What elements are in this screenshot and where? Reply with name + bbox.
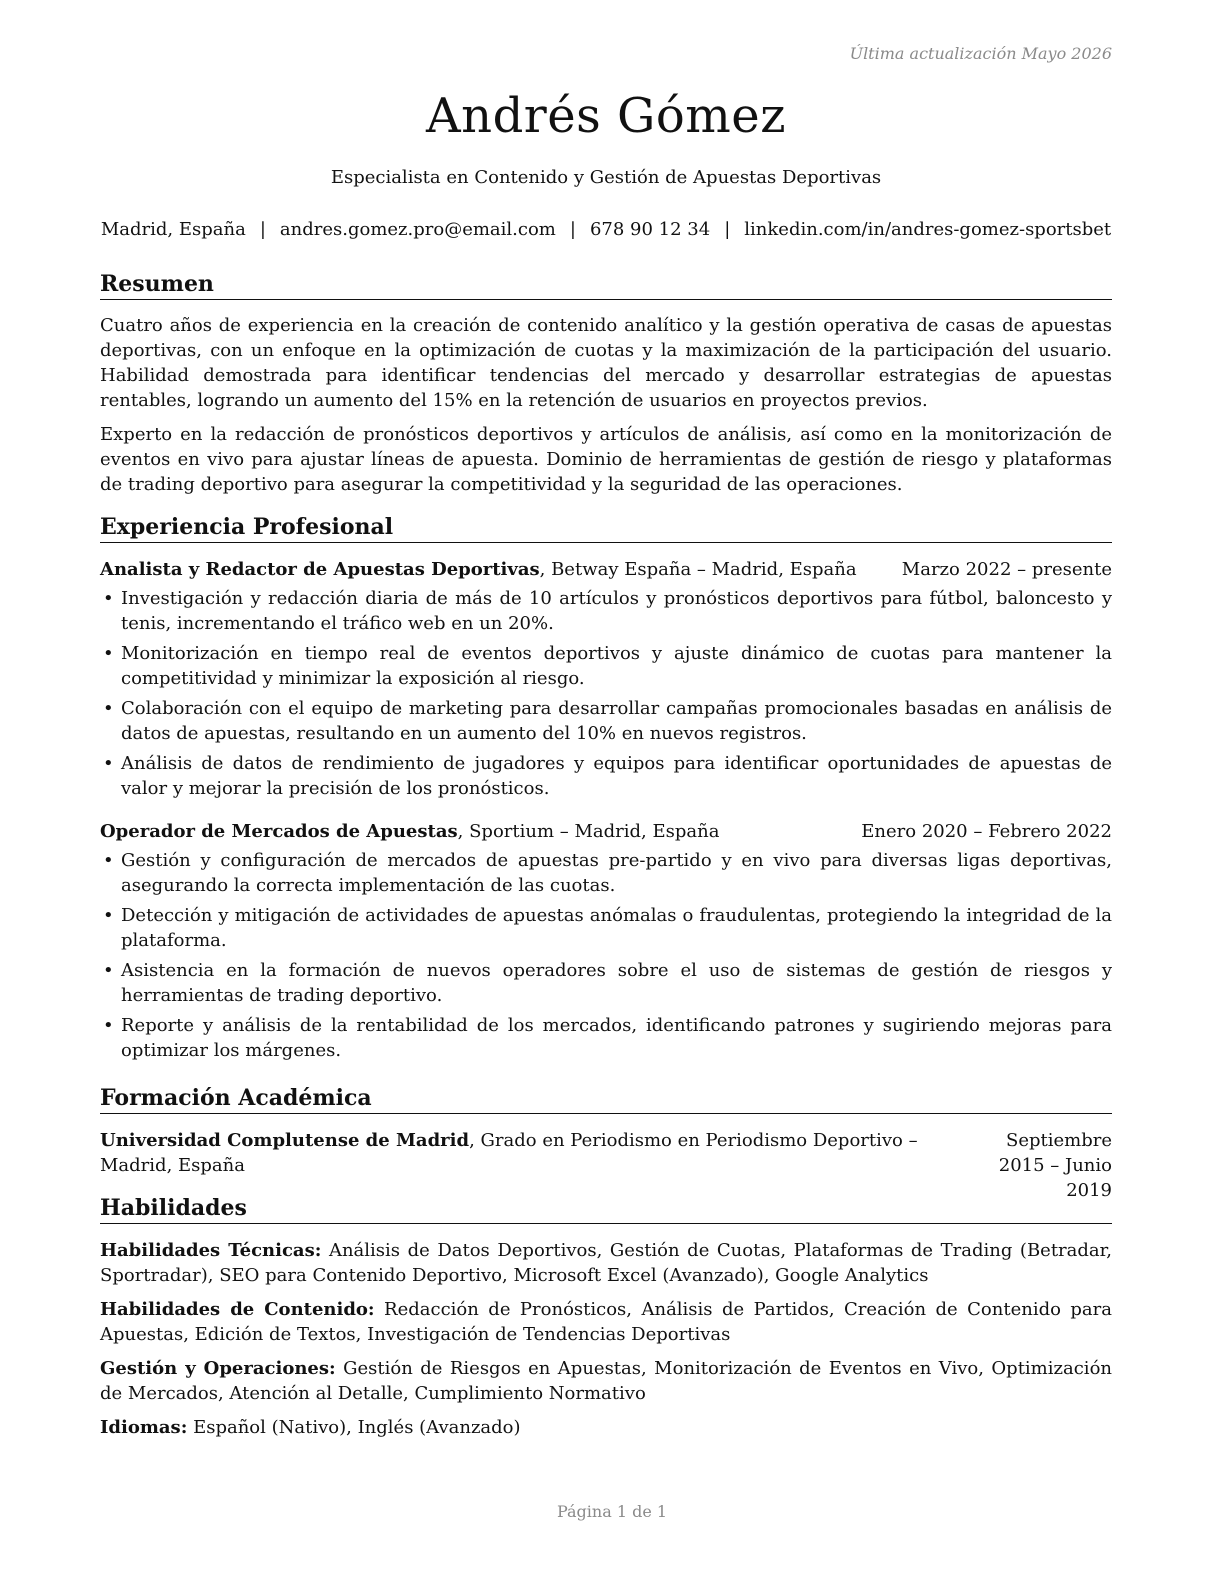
job-role: Operador de Mercados de Apuestas xyxy=(100,821,458,842)
education-degree: , Grado en Periodismo en Periodismo Deportivo – xyxy=(469,1130,918,1151)
candidate-name: Andrés Gómez xyxy=(426,88,786,144)
job-bullet: • Monitorización en tiempo real de eventos deportivos y ajuste dinámico de cuotas para mantener la competitividad y minimizar la exposición al riesgo. xyxy=(100,641,1112,691)
job-role: Analista y Redactor de Apuestas Deportivas xyxy=(100,559,540,580)
summary-paragraph: Cuatro años de experiencia en la creación de contenido analítico y la gestión operativa de casas de apuestas deportivas, con un enfoque en la optimización de cuotas y la maximización de la participación del usuario. Habilidad demostrada para identificar tendencias del mercado y desarrollar estrategias de apuestas rentables, logrando un aumento del 15% en la retención de usuarios en proyectos previos. xyxy=(100,315,1112,411)
education-left xyxy=(100,1128,918,1203)
last-updated: Última actualización Mayo 2026 xyxy=(849,44,1112,63)
job-company: , Betway España – Madrid, España xyxy=(539,559,857,580)
job-bullet: • Colaboración con el equipo de marketing para desarrollar campañas promocionales basadas en análisis de datos de apuestas, resultando en un aumento del 10% en nuevos registros. xyxy=(100,696,1112,746)
job-bullets xyxy=(100,848,1112,1063)
job-header xyxy=(100,557,1112,582)
education-location: Madrid, España xyxy=(100,1155,245,1176)
job-bullet: • Reporte y análisis de la rentabilidad de los mercados, identificando patrones y sugiriendo mejoras para optimizar los márgenes. xyxy=(100,1013,1112,1063)
job-bullet: • Asistencia en la formación de nuevos operadores sobre el uso de sistemas de gestión de riesgos y herramientas de trading deportivo. xyxy=(100,958,1112,1008)
contact-linkedin[interactable]: linkedin.com/in/andres-gomez-sportsbet xyxy=(744,219,1112,240)
summary-paragraph: Experto en la redacción de pronósticos deportivos y artículos de análisis, así como en la monitorización de eventos en vivo para ajustar líneas de apuesta. Dominio de herramientas de gestión de riesgo y plataformas de trading deportivo para asegurar la competitividad y la seguridad de las operaciones. xyxy=(100,424,1112,495)
job-bullet: • Investigación y redacción diaria de más de 10 artículos y pronósticos deportivos para fútbol, baloncesto y tenis, incrementando el tráfico web en un 20%. xyxy=(100,586,1112,636)
education-section xyxy=(100,1085,1112,1203)
skill-text: Español (Nativo), Inglés (Avanzado) xyxy=(187,1417,521,1438)
skill-line xyxy=(100,1356,1112,1406)
section-title-experience: Experiencia Profesional xyxy=(100,514,1112,543)
summary-section xyxy=(100,271,1112,497)
experience-section xyxy=(100,514,1112,1068)
job-bullets xyxy=(100,586,1112,801)
skill-text: Análisis de Datos Deportivos, Gestión de Cuotas, Plataformas de Trading (Betradar, Sportradar), SEO para Contenido Deportivo, Microsoft Excel (Avanzado), Google Analytics xyxy=(100,1240,1112,1286)
skill-label: Idiomas: xyxy=(100,1417,188,1438)
skill-text: Gestión de Riesgos en Apuestas, Monitorización de Eventos en Vivo, Optimización de Mercados, Atención al Detalle, Cumplimiento Normativo xyxy=(100,1358,1112,1404)
job-entry xyxy=(100,557,1112,801)
section-title-summary: Resumen xyxy=(100,271,1112,300)
education-institution: Universidad Complutense de Madrid xyxy=(100,1130,470,1151)
job-bullet: • Análisis de datos de rendimiento de jugadores y equipos para identificar oportunidades de apuestas de valor y mejorar la precisión de los pronósticos. xyxy=(100,751,1112,801)
skill-label: Gestión y Operaciones: xyxy=(100,1358,336,1379)
job-company: , Sportium – Madrid, España xyxy=(457,821,720,842)
job-bullet: • Gestión y configuración de mercados de apuestas pre-partido y en vivo para diversas ligas deportivas, asegurando la correcta implementación de las cuotas. xyxy=(100,848,1112,898)
contact-location: Madrid, España xyxy=(100,219,246,240)
job-header xyxy=(100,819,1112,844)
contact-line xyxy=(100,219,1112,240)
skill-line xyxy=(100,1238,1112,1288)
skill-line xyxy=(100,1297,1112,1347)
job-bullet: • Detección y mitigación de actividades de apuestas anómalas o fraudulentas, protegiendo la integridad de la plataforma. xyxy=(100,903,1112,953)
section-title-education: Formación Académica xyxy=(100,1085,1112,1114)
headline: Especialista en Contenido y Gestión de Apuestas Deportivas xyxy=(330,167,882,188)
contact-separator: | xyxy=(724,219,731,240)
skill-label: Habilidades de Contenido: xyxy=(100,1299,375,1320)
education-dates: Septiembre 2015 – Junio 2019 xyxy=(998,1130,1112,1201)
job-dates: Enero 2020 – Febrero 2022 xyxy=(861,821,1112,842)
contact-email[interactable]: andres.gomez.pro@email.com xyxy=(279,219,556,240)
contact-separator: | xyxy=(259,219,266,240)
job-dates: Marzo 2022 – presente xyxy=(901,559,1112,580)
skill-label: Habilidades Técnicas: xyxy=(100,1240,322,1261)
contact-separator: | xyxy=(569,219,576,240)
skills-section xyxy=(100,1195,1112,1449)
skill-line xyxy=(100,1415,1112,1440)
job-entry xyxy=(100,819,1112,1063)
education-entry xyxy=(100,1128,1112,1203)
skill-text: Redacción de Pronósticos, Análisis de Partidos, Creación de Contenido para Apuestas, Edición de Textos, Investigación de Tendencias Deportivas xyxy=(100,1299,1112,1345)
page-footer: Página 1 de 1 xyxy=(556,1502,668,1521)
contact-phone: 678 90 12 34 xyxy=(589,219,711,240)
section-title-skills: Habilidades xyxy=(100,1195,1112,1224)
